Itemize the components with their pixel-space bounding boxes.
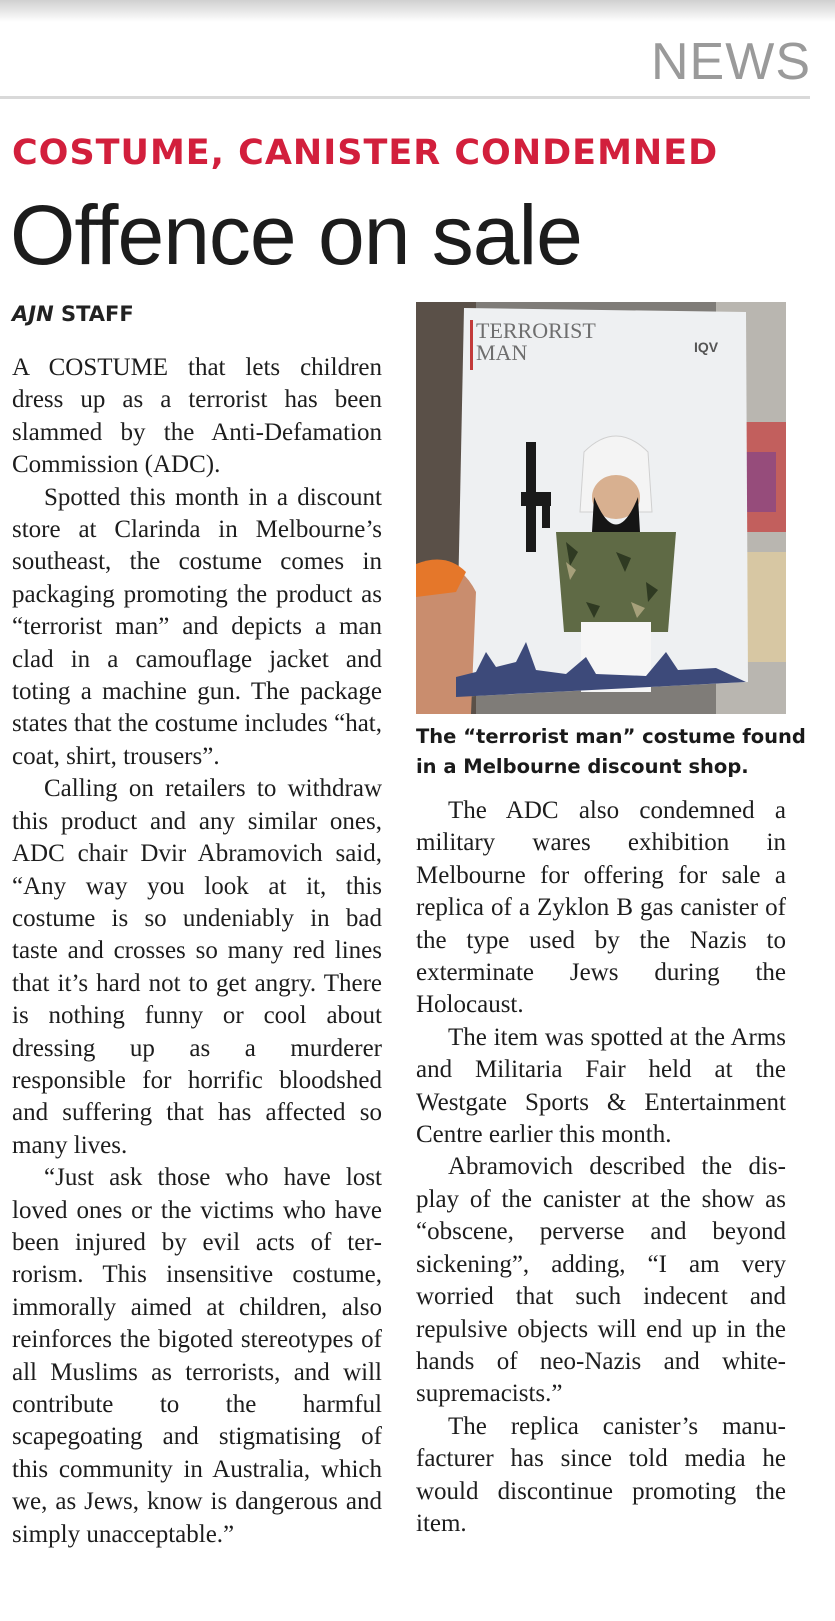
article-column-1 [12,352,382,1551]
body-paragraph: The item was spotted at the Arms and Militaria Fair held at the Westgate Sports & Entertainment Centre earlier this month. [416,1023,786,1149]
caption-line-1: The “terrorist man” costume found [416,725,806,748]
body-paragraph: Calling on retailers to withdraw this product and any similar ones, ADC chair Dvir Abramovich said, “Any way you look at it, this costume is so undeniably in bad taste and crosses so many red lines that it’s hard not to get angry. There is nothing funny or cool about dressing up as a murderer responsible for horrific bloodshed and suffering that has affected so many lives. [12,775,382,1159]
caption-line-2: in a Melbourne discount shop. [416,755,749,778]
section-label: NEWS [651,33,811,91]
article-photo [416,302,786,714]
top-shadow [0,0,835,22]
photo-caption [416,722,806,782]
body-paragraph: The ADC also condemned a military wares exhibition in Melbourne for offering for sale a replica of a Zyklon B gas canister of the type used by the Nazis to exterminate Jews during the Holocaust. [416,797,786,1019]
byline-staff: STAFF [53,302,134,326]
body-paragraph: The replica canister’s manufacturer has since told media he would discontinue promoting the item. [416,1412,786,1537]
article-column-2 [416,795,786,1540]
article-byline [12,304,134,325]
article-kicker: COSTUME, CANISTER CONDEMNED [12,133,719,173]
body-paragraph: A COSTUME that lets children dress up as a terrorist has been slammed by the Anti-Defamation Commission (ADC). [12,354,382,479]
section-divider [0,96,810,99]
package-subtitle: MAN [476,340,528,365]
byline-publication: AJN [12,302,54,326]
article-headline: Offence on sale [10,188,582,282]
costume-package-photo [416,302,786,714]
body-paragraph: “Just ask those who have lost loved ones or the victims who have been injured by evil acts of terrorism. This insensitive costume, immorally aimed at children, also reinforces the bigoted stereotypes of all Muslims as terrorists, and will contribute to the harmful scapegoating and stigmatising of this community in Australia, which we, as Jews, know is dangerous and simply unacceptable.” [12,1164,382,1548]
body-paragraph: Spotted this month in a discount store at Clarinda in Melbourne’s southeast, the costume comes in packaging promoting the product as “terrorist man” and depicts a man clad in a camouflage jacket and toting a machine gun. The package states that the costume includes “hat, coat, shirt, trousers”. [12,483,382,770]
package-title: TERRORIST [476,318,596,343]
body-paragraph: Abramovich described the display of the canister at the show as “obscene, perverse and beyond sickening”, adding, “I am very worried that such indecent and repulsive objects will end up in the hands of neo-Nazis and white-supremacists.” [416,1153,786,1408]
package-brand: IQV [694,339,719,355]
